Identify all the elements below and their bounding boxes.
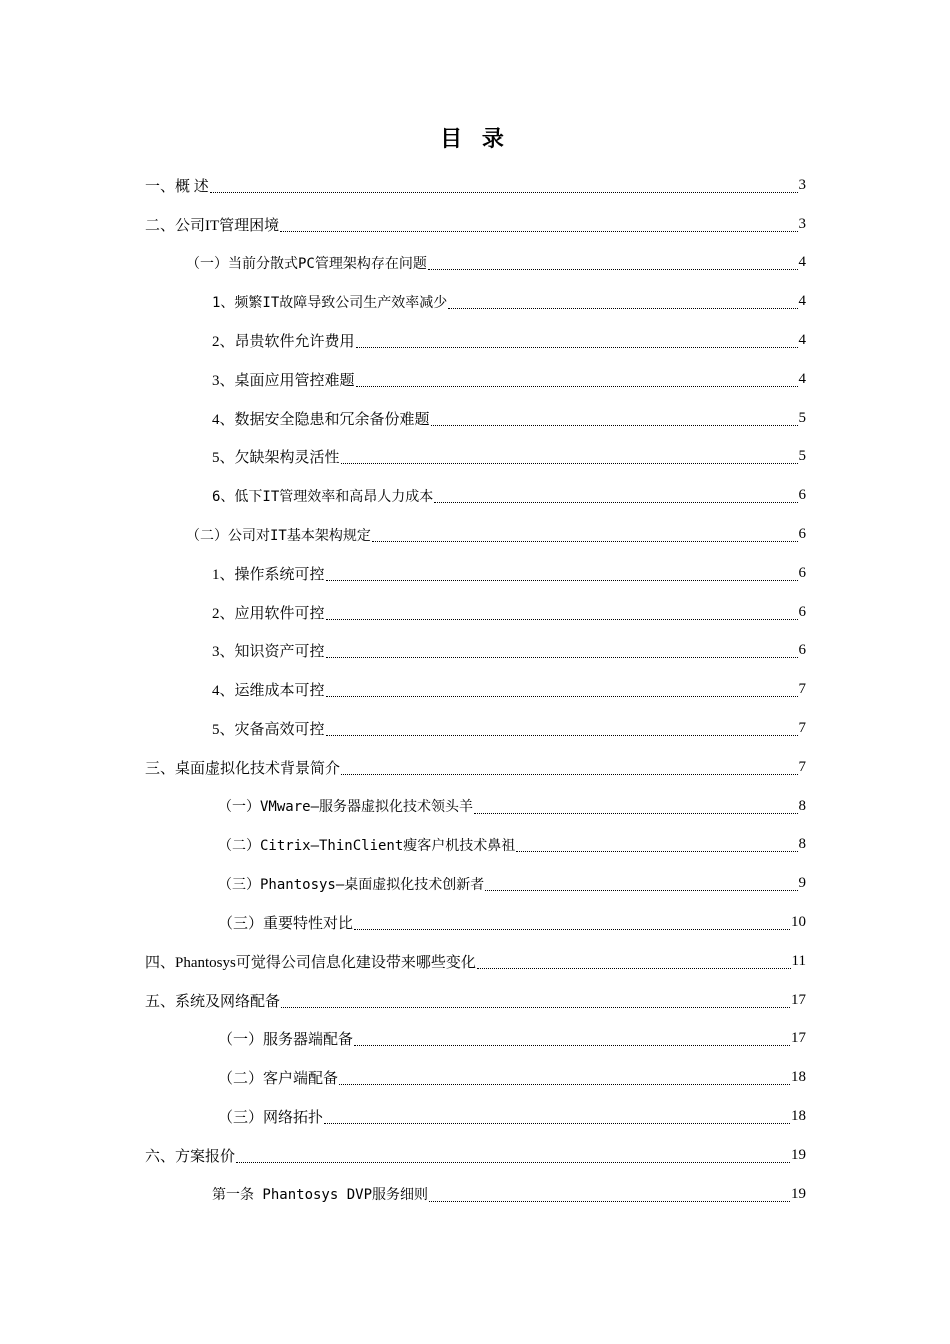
- toc-entry[interactable]: [0, 1097, 950, 1136]
- toc-entry[interactable]: [0, 593, 950, 632]
- toc-entry[interactable]: [0, 360, 950, 399]
- toc-page-number: 18: [791, 1069, 806, 1086]
- toc-page-number: 8: [798, 797, 806, 814]
- toc-entry[interactable]: [0, 826, 950, 865]
- toc-page-number: 18: [791, 1108, 806, 1125]
- dot-leader: [339, 1083, 790, 1085]
- dot-leader: [341, 773, 797, 775]
- toc-entry[interactable]: [0, 554, 950, 593]
- toc-page-number: 6: [798, 603, 806, 620]
- toc-entry-text: （一）当前分散式PC管理架构存在问题: [186, 255, 427, 272]
- toc-entry[interactable]: [0, 981, 950, 1020]
- dot-leader: [324, 1122, 790, 1124]
- dot-leader: [354, 1044, 790, 1046]
- toc-page-number: 10: [791, 914, 806, 931]
- dot-leader: [428, 268, 798, 270]
- dot-leader: [356, 385, 798, 387]
- dot-leader: [280, 230, 797, 232]
- toc-entry[interactable]: [0, 670, 950, 709]
- toc-entry-text: 五、系统及网络配备: [145, 993, 281, 1010]
- toc-entry-text: 1、操作系统可控: [212, 566, 325, 583]
- toc-entry-text: 1、频繁IT故障导致公司生产效率减少: [212, 294, 448, 311]
- toc-title: 目 录: [440, 127, 510, 152]
- dot-leader: [326, 579, 798, 581]
- dot-leader: [341, 462, 798, 464]
- toc-entry[interactable]: [0, 632, 950, 671]
- dot-leader: [516, 850, 797, 852]
- dot-leader: [326, 734, 798, 736]
- toc-page-number: 6: [798, 564, 806, 581]
- toc-page-number: 8: [798, 836, 806, 853]
- toc-entry-text: （三）网络拓扑: [218, 1110, 324, 1127]
- dot-leader: [474, 812, 797, 814]
- toc-entry-text: 二、公司IT管理困境: [145, 217, 280, 234]
- toc-page-number: 3: [798, 176, 806, 193]
- toc-page-number: 4: [798, 254, 806, 271]
- toc-entry-text: 三、桌面虚拟化技术背景简介: [145, 760, 341, 777]
- toc-entry[interactable]: [0, 942, 950, 981]
- dot-leader: [485, 889, 797, 891]
- toc-page-number: 5: [798, 409, 806, 426]
- toc-entry-text: 4、运维成本可控: [212, 683, 325, 700]
- toc-page-number: 9: [798, 875, 806, 892]
- toc-entry-text: 2、昂贵软件允许费用: [212, 334, 355, 351]
- toc-entry-text: （一）服务器端配备: [218, 1032, 354, 1049]
- toc-entry-text: 5、灾备高效可控: [212, 722, 325, 739]
- toc-page-number: 6: [798, 642, 806, 659]
- dot-leader: [356, 346, 798, 348]
- toc-entry[interactable]: [0, 709, 950, 748]
- toc-entry[interactable]: [0, 903, 950, 942]
- toc-entry-text: （一）VMware—服务器虚拟化技术领头羊: [218, 799, 474, 816]
- toc-entry-text: 一、概 述: [145, 178, 209, 195]
- toc-entry[interactable]: [0, 1020, 950, 1059]
- toc-entry[interactable]: [0, 748, 950, 787]
- dot-leader: [210, 191, 798, 193]
- toc-page-number: 7: [798, 681, 806, 698]
- toc-entry[interactable]: [0, 1136, 950, 1175]
- toc-entry[interactable]: [0, 205, 950, 244]
- toc-entry-text: （二）公司对IT基本架构规定: [186, 527, 371, 544]
- dot-leader: [326, 618, 798, 620]
- toc-entry-text: 4、数据安全隐患和冗余备份难题: [212, 411, 430, 428]
- toc-page-number: 4: [798, 370, 806, 387]
- dot-leader: [326, 695, 798, 697]
- dot-leader: [448, 307, 797, 309]
- toc-entry-text: （三）Phantosys—桌面虚拟化技术创新者: [218, 876, 485, 893]
- toc-entry-text: 第一条 Phantosys DVP服务细则: [212, 1187, 429, 1204]
- toc-entry-text: （三）重要特性对比: [218, 916, 354, 933]
- toc-page-number: 7: [798, 720, 806, 737]
- toc-entry-text: 四、Phantosys可觉得公司信息化建设带来哪些变化: [145, 954, 476, 971]
- toc-entry[interactable]: [0, 438, 950, 477]
- toc-entry-text: （二）Citrix—ThinClient瘦客户机技术鼻祖: [218, 837, 516, 854]
- dot-leader: [477, 967, 791, 969]
- toc-page-number: 4: [798, 293, 806, 310]
- toc-page-number: 7: [798, 758, 806, 775]
- toc-page-number: 3: [798, 215, 806, 232]
- toc-page-number: 17: [791, 1030, 806, 1047]
- toc-page-number: 17: [791, 991, 806, 1008]
- toc-entry-text: 5、欠缺架构灵活性: [212, 450, 340, 467]
- toc-entry[interactable]: [0, 282, 950, 321]
- toc-page-number: 6: [798, 487, 806, 504]
- toc-entry[interactable]: [0, 476, 950, 515]
- toc-page-number: 11: [791, 952, 806, 969]
- toc-entry[interactable]: [0, 321, 950, 360]
- toc-entry-text: 6、低下IT管理效率和高昂人力成本: [212, 488, 434, 505]
- toc-entry[interactable]: [0, 244, 950, 283]
- toc-entry-text: 六、方案报价: [145, 1148, 236, 1165]
- toc-page-number: 4: [798, 332, 806, 349]
- toc-entry-text: 2、应用软件可控: [212, 605, 325, 622]
- dot-leader: [434, 501, 797, 503]
- toc-entry-text: 3、知识资产可控: [212, 644, 325, 661]
- toc-entry[interactable]: [0, 399, 950, 438]
- toc-entry[interactable]: [0, 515, 950, 554]
- dot-leader: [372, 540, 798, 542]
- dot-leader: [326, 656, 798, 658]
- dot-leader: [236, 1161, 790, 1163]
- toc-page-number: 19: [791, 1146, 806, 1163]
- dot-leader: [281, 1006, 790, 1008]
- toc-entry[interactable]: [0, 1175, 950, 1214]
- dot-leader: [431, 424, 798, 426]
- dot-leader: [354, 928, 790, 930]
- toc-entry[interactable]: [0, 1058, 950, 1097]
- table-of-contents: [0, 166, 950, 1214]
- toc-entry[interactable]: [0, 166, 950, 205]
- dot-leader: [429, 1200, 790, 1202]
- toc-entry[interactable]: [0, 787, 950, 826]
- toc-page-number: 19: [791, 1185, 806, 1202]
- toc-page-number: 6: [798, 526, 806, 543]
- toc-page-number: 5: [798, 448, 806, 465]
- toc-entry-text: （二）客户端配备: [218, 1071, 339, 1088]
- toc-entry[interactable]: [0, 864, 950, 903]
- toc-entry-text: 3、桌面应用管控难题: [212, 372, 355, 389]
